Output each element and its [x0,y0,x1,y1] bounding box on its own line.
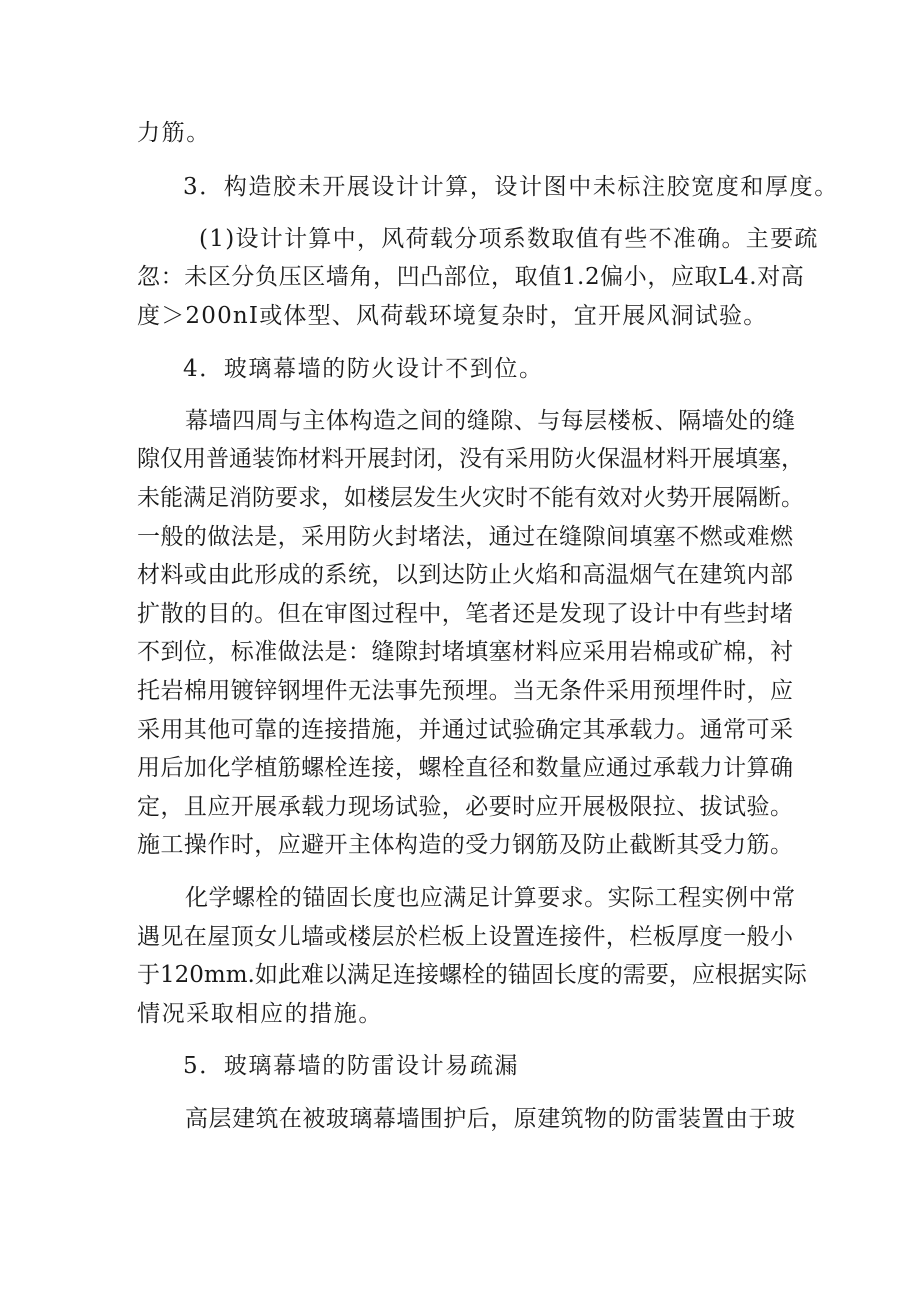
text-line: 不到位，标准做法是：缝隙封堵填塞材料应采用岩棉或矿棉，衬 [137,639,793,665]
text-line: 情况采取相应的措施。 [137,1001,383,1027]
text-line: 一般的做法是，采用防火封堵法，通过在缝隙间填塞不燃或难燃 [137,524,793,550]
text-line: 力筋。 [137,120,211,146]
text-line: 隙仅用普通装饰材料开展封闭，没有采用防火保温材料开展填塞， [137,446,804,472]
text-line: 度＞200nI或体型、风荷载环境复杂时，宜开展风洞试验。 [137,303,768,329]
text-line: 施工操作时，应避开主体构造的受力钢筋及防止截断其受力筋。 [137,832,793,858]
text-line: 高层建筑在被玻璃幕墙围护后，原建筑物的防雷装置由于玻 [185,1106,795,1132]
text-line: 定，且应开展承载力现场试验，必要时应开展极限拉、拔试验。 [137,794,793,820]
text-line: 4．玻璃幕墙的防火设计不到位。 [183,356,544,382]
text-line: 于120mm.如此难以满足连接螺栓的锚固长度的需要，应根据实际 [137,962,807,988]
text-line: 5．玻璃幕墙的防雷设计易疏漏 [183,1053,520,1079]
text-line: (1)设计计算中，风荷载分项系数取值有些不准确。主要疏 [199,226,819,252]
text-line: 托岩棉用镀锌钢埋件无法事先预埋。当无条件采用预埋件时，应 [137,678,793,704]
text-line: 3．构造胶未开展设计计算，设计图中未标注胶宽度和厚度。 [183,174,839,200]
text-line: 未能满足消防要求，如楼层发生火灾时不能有效对火势开展隔断。 [137,485,804,511]
text-line: 化学螺栓的锚固长度也应满足计算要求。实际工程实例中常 [185,885,795,911]
text-line: 采用其他可靠的连接措施，并通过试验确定其承载力。通常可采 [137,717,793,743]
text-line: 材料或由此形成的系统，以到达防止火焰和高温烟气在建筑内部 [137,562,793,588]
text-line: 幕墙四周与主体构造之间的缝隙、与每层楼板、隔墙处的缝 [185,408,795,434]
text-line: 忽：未区分负压区墙角，凹凸部位，取值1.2偏小，应取L4.对高 [137,264,805,290]
text-line: 用后加化学植筋螺栓连接，螺栓直径和数量应通过承载力计算确 [137,755,793,781]
text-line: 遇见在屋顶女儿墙或楼层於栏板上设置连接件，栏板厚度一般小 [137,924,793,950]
text-line: 扩散的目的。但在审图过程中，笔者还是发现了设计中有些封堵 [137,601,793,627]
